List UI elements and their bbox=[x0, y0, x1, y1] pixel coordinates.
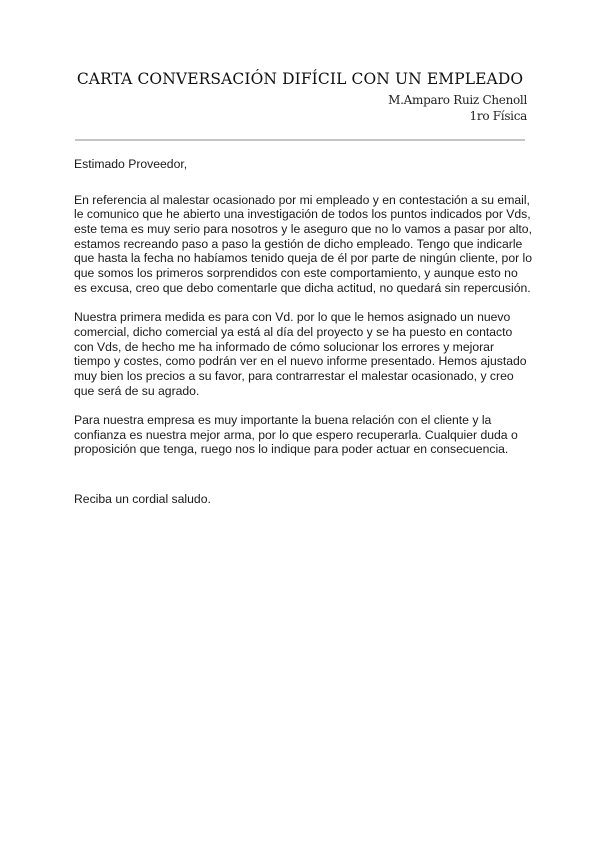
paragraph-3 bbox=[74, 413, 544, 457]
greeting: Estimado Proveedor, bbox=[74, 157, 188, 171]
header-divider bbox=[75, 139, 525, 141]
text-line: Nuestra primera medida es para con Vd. por lo que le hemos asignado un nuevo bbox=[74, 310, 511, 325]
text-line: este tema es muy serio para nosotros y le aseguro que no lo vamos a pasar por alto, bbox=[74, 222, 532, 237]
text-line: tiempo y costes, como podrán ver en el nuevo informe presentado. Hemos ajustado bbox=[74, 354, 527, 369]
text-line: que será de su agrado. bbox=[74, 383, 200, 398]
text-line: muy bien los precios a su favor, para contrarrestar el malestar ocasionado, y creo bbox=[74, 368, 514, 383]
text-line: proposición que tenga, ruego nos lo indique para poder actuar en consecuencia. bbox=[74, 442, 509, 457]
text-line: Para nuestra empresa es muy importante la buena relación con el cliente y la bbox=[74, 413, 492, 427]
text-line: comercial, dicho comercial ya está al día del proyecto y se ha puesto en contacto bbox=[74, 324, 513, 339]
closing: Reciba un cordial saludo. bbox=[74, 492, 211, 507]
text-line: estamos recreando paso a paso la gestión de dicho empleado. Tengo que indicarle bbox=[74, 236, 523, 251]
text-line: confianza es nuestra mejor arma, por lo que espero recuperarla. Cualquier duda o bbox=[74, 427, 518, 442]
text-line: En referencia al malestar ocasionado por mi empleado y en contestación a su email, bbox=[74, 192, 530, 207]
paragraph-1 bbox=[74, 193, 544, 296]
document-title: CARTA CONVERSACIÓN DIFÍCIL CON UN EMPLEADO bbox=[76, 70, 524, 88]
text-line: con Vds, de hecho me ha informado de cómo solucionar los errores y mejorar bbox=[74, 339, 494, 354]
letter-body bbox=[74, 157, 544, 507]
author-name: M.Amparo Ruiz Chenoll bbox=[388, 93, 527, 107]
text-line: es excusa, creo que debo comentarle que dicha actitud, no quedará sin repercusión. bbox=[74, 280, 531, 295]
paragraph-2 bbox=[74, 310, 544, 398]
text-line: que somos los primeros sorprendidos con este comportamiento, y aunque esto no bbox=[74, 266, 518, 281]
text-line: que hasta la fecha no habíamos tenido queja de él por parte de ningún cliente, por lo bbox=[74, 251, 533, 266]
text-line: le comunico que he abierto una investigación de todos los puntos indicados por Vds, bbox=[74, 207, 531, 222]
course-label: 1ro Física bbox=[469, 109, 527, 123]
